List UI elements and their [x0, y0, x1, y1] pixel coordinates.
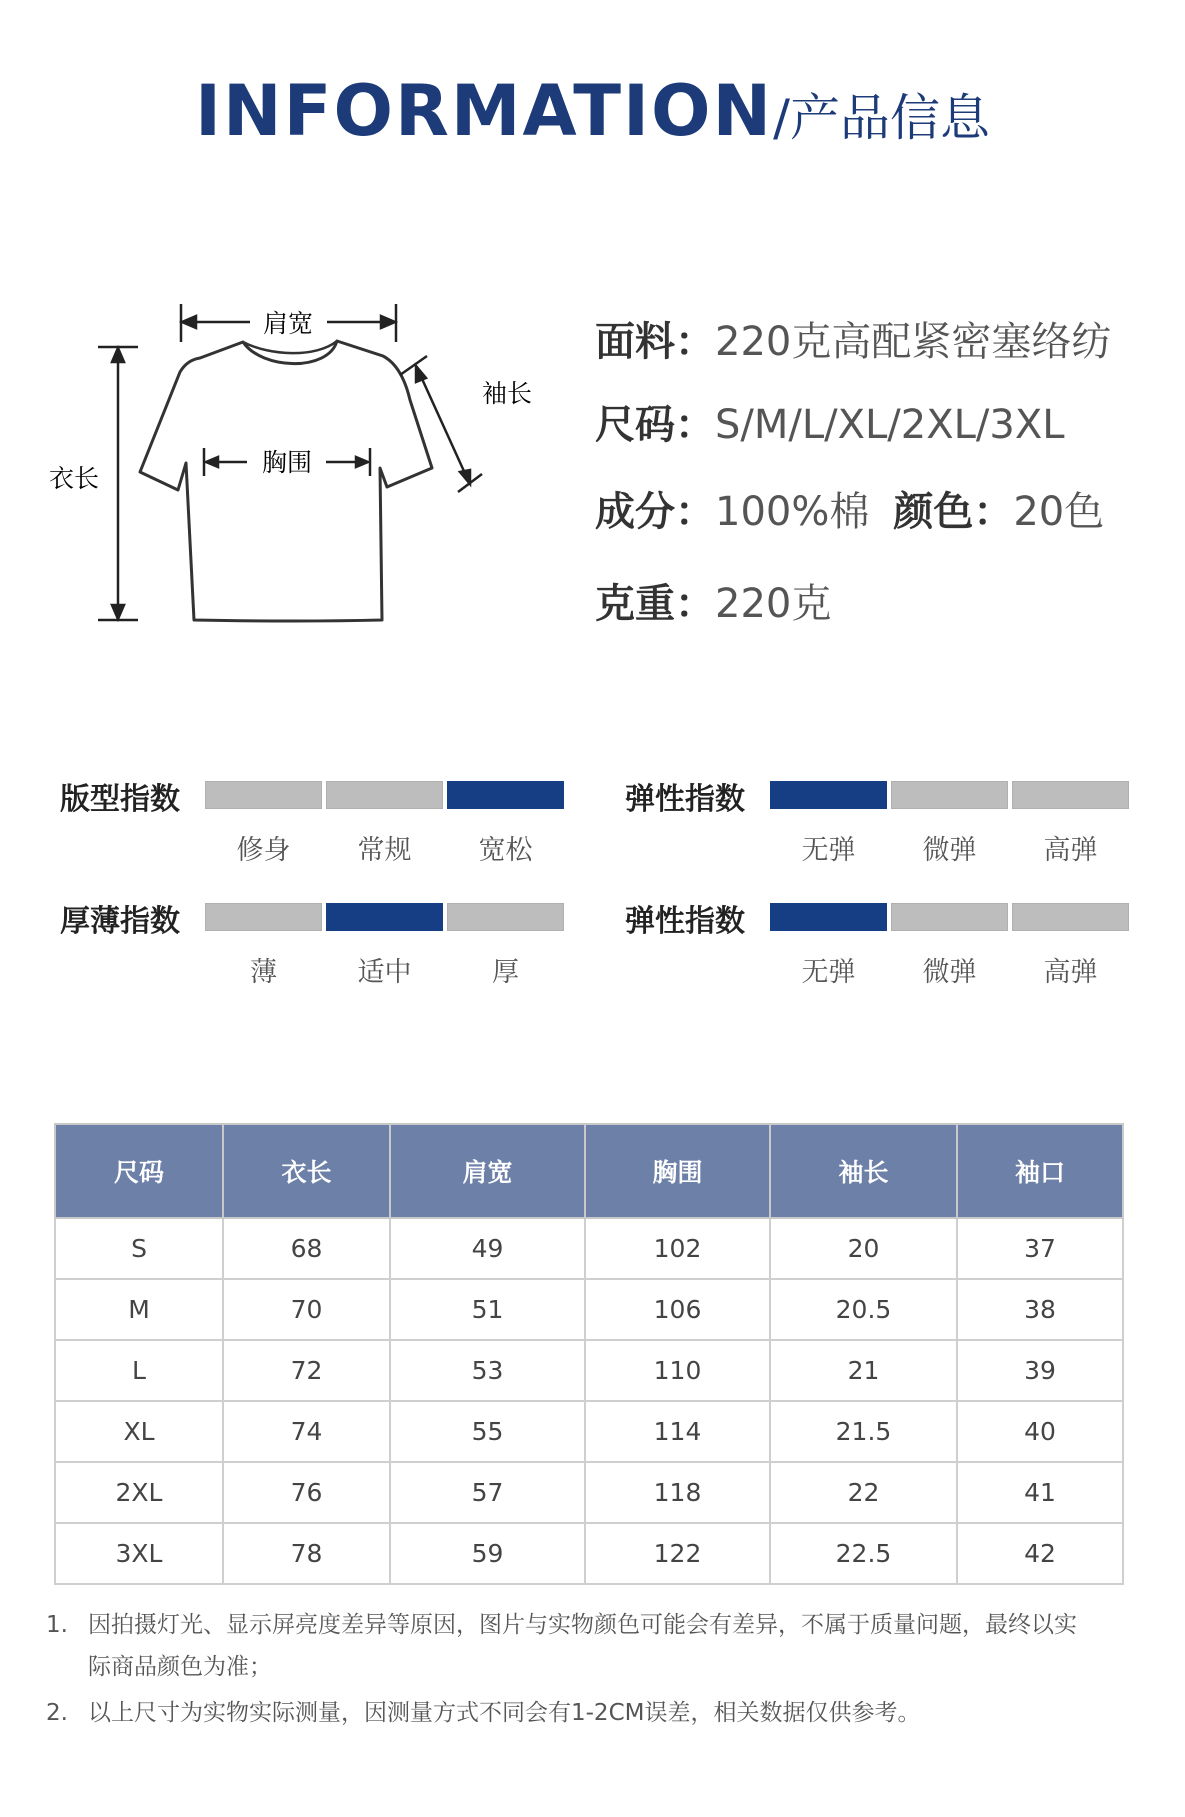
elasticity-index-title-2: 弹性指数: [625, 904, 745, 939]
table-cell: 49: [390, 1218, 585, 1279]
sleeve-label: 袖长: [482, 379, 533, 408]
table-cell: 37: [957, 1218, 1123, 1279]
table-cell: 78: [223, 1523, 390, 1584]
info-value: 100%棉: [715, 489, 870, 535]
thickness-index-options: [205, 950, 564, 989]
index-bar: [1012, 903, 1129, 931]
info-sizes: [595, 393, 1065, 450]
table-cell: 118: [585, 1462, 770, 1523]
elasticity-index-bars: [770, 781, 1129, 809]
index-bar: [326, 781, 443, 809]
index-option: 薄: [250, 957, 277, 988]
table-cell: 40: [957, 1401, 1123, 1462]
title-english: INFORMATION: [195, 70, 774, 152]
sleeve-arrow-bottom: [460, 470, 470, 484]
index-bar: [447, 903, 564, 931]
note-text: 因拍摄灯光、显示屏亮度差异等原因，图片与实物颜色可能会有差异，不属于质量问题，最终以实: [88, 1612, 1077, 1638]
index-option: 微弹: [922, 957, 977, 988]
index-option: 适中: [357, 957, 412, 988]
index-option: 厚: [492, 957, 519, 988]
index-bar: [205, 781, 322, 809]
index-bar: [1012, 781, 1129, 809]
elasticity-index-bars-2: [770, 903, 1129, 931]
table-cell: 70: [223, 1279, 390, 1340]
table-cell: 122: [585, 1523, 770, 1584]
column-header: 尺码: [55, 1124, 223, 1218]
table-cell: 21.5: [770, 1401, 957, 1462]
note-number: 2.: [46, 1700, 68, 1726]
index-bar: [891, 781, 1008, 809]
table-cell: 53: [390, 1340, 585, 1401]
note-1: [46, 1604, 1146, 1688]
table-cell: 42: [957, 1523, 1123, 1584]
note-2: [46, 1692, 1146, 1734]
table-cell: 68: [223, 1218, 390, 1279]
column-header: 袖口: [957, 1124, 1123, 1218]
page-header: [0, 70, 1185, 170]
table-cell: 102: [585, 1218, 770, 1279]
table-cell: 76: [223, 1462, 390, 1523]
table-row: [55, 1462, 1123, 1523]
index-option: 微弹: [922, 835, 977, 866]
column-header: 袖长: [770, 1124, 957, 1218]
table-cell: 110: [585, 1340, 770, 1401]
fit-index-bars: [205, 781, 564, 809]
table-row: [55, 1340, 1123, 1401]
info-composition: [595, 480, 1104, 537]
table-cell: S: [55, 1218, 223, 1279]
table-cell: 41: [957, 1462, 1123, 1523]
column-header: 肩宽: [390, 1124, 585, 1218]
info-value: 220克高配紧密塞络纺: [715, 319, 1112, 365]
index-bar: [447, 781, 564, 809]
table-cell: 59: [390, 1523, 585, 1584]
table-cell: 51: [390, 1279, 585, 1340]
table-row: [55, 1279, 1123, 1340]
tshirt-measurement-diagram: [30, 290, 550, 640]
fit-index-title: 版型指数: [60, 782, 180, 817]
info-key: 克重：: [595, 581, 715, 627]
thickness-index-bars: [205, 903, 564, 931]
shoulder-arrow-right: [381, 316, 395, 328]
title-chinese: /产品信息: [773, 89, 990, 147]
index-bar: [205, 903, 322, 931]
sleeve-arrow-top: [416, 366, 426, 382]
length-arrow-bottom: [112, 605, 124, 619]
index-option: 高弹: [1043, 957, 1098, 988]
table-cell: 22: [770, 1462, 957, 1523]
length-label: 衣长: [48, 464, 100, 493]
info-value-color: 20色: [1013, 489, 1105, 535]
elasticity-index-title: 弹性指数: [625, 782, 745, 817]
index-option: 修身: [236, 835, 291, 866]
note-number: 1.: [46, 1612, 68, 1638]
size-chart-table: [54, 1123, 1124, 1585]
fit-index-options: [205, 828, 564, 867]
table-cell: 3XL: [55, 1523, 223, 1584]
index-bar: [326, 903, 443, 931]
table-cell: 57: [390, 1462, 585, 1523]
table-cell: 55: [390, 1401, 585, 1462]
column-header: 衣长: [223, 1124, 390, 1218]
table-cell: 20.5: [770, 1279, 957, 1340]
index-option: 高弹: [1043, 835, 1098, 866]
info-key-color: 颜色：: [893, 489, 1014, 535]
index-option: 无弹: [801, 835, 856, 866]
info-value: 220克: [715, 581, 832, 627]
info-key: 成分：: [595, 489, 715, 535]
table-row: [55, 1218, 1123, 1279]
index-bar: [770, 903, 887, 931]
chest-arrow-left: [206, 457, 218, 467]
table-cell: 72: [223, 1340, 390, 1401]
table-cell: XL: [55, 1401, 223, 1462]
elasticity-index-options: [770, 828, 1129, 867]
elasticity-index-options-2: [770, 950, 1129, 989]
table-cell: 74: [223, 1401, 390, 1462]
info-key: 面料：: [595, 319, 715, 365]
table-cell: 114: [585, 1401, 770, 1462]
table-header-row: [55, 1124, 1123, 1218]
table-cell: 38: [957, 1279, 1123, 1340]
info-value: S/M/L/XL/2XL/3XL: [715, 402, 1065, 448]
length-arrow-top: [112, 348, 124, 362]
column-header: 胸围: [585, 1124, 770, 1218]
table-cell: 20: [770, 1218, 957, 1279]
table-cell: 21: [770, 1340, 957, 1401]
table-cell: 106: [585, 1279, 770, 1340]
shoulder-label: 肩宽: [262, 309, 314, 338]
shoulder-arrow-left: [182, 316, 196, 328]
table-row: [55, 1523, 1123, 1584]
index-option: 宽松: [478, 835, 533, 866]
table-cell: M: [55, 1279, 223, 1340]
table-row: [55, 1401, 1123, 1462]
table-cell: 22.5: [770, 1523, 957, 1584]
info-key: 尺码：: [595, 402, 715, 448]
thickness-index-title: 厚薄指数: [60, 904, 180, 939]
note-text-continued: 际商品颜色为准；: [88, 1654, 272, 1680]
index-option: 常规: [357, 835, 412, 866]
tshirt-outline: [140, 341, 432, 621]
chest-arrow-right: [356, 457, 368, 467]
table-cell: 2XL: [55, 1462, 223, 1523]
note-text: 以上尺寸为实物实际测量，因测量方式不同会有1-2CM误差，相关数据仅供参考。: [88, 1700, 921, 1726]
table-cell: 39: [957, 1340, 1123, 1401]
table-cell: L: [55, 1340, 223, 1401]
index-option: 无弹: [801, 957, 856, 988]
index-bar: [891, 903, 1008, 931]
index-bar: [770, 781, 887, 809]
info-weight: [595, 572, 831, 629]
info-fabric: [595, 310, 1111, 367]
chest-label: 胸围: [261, 448, 313, 477]
